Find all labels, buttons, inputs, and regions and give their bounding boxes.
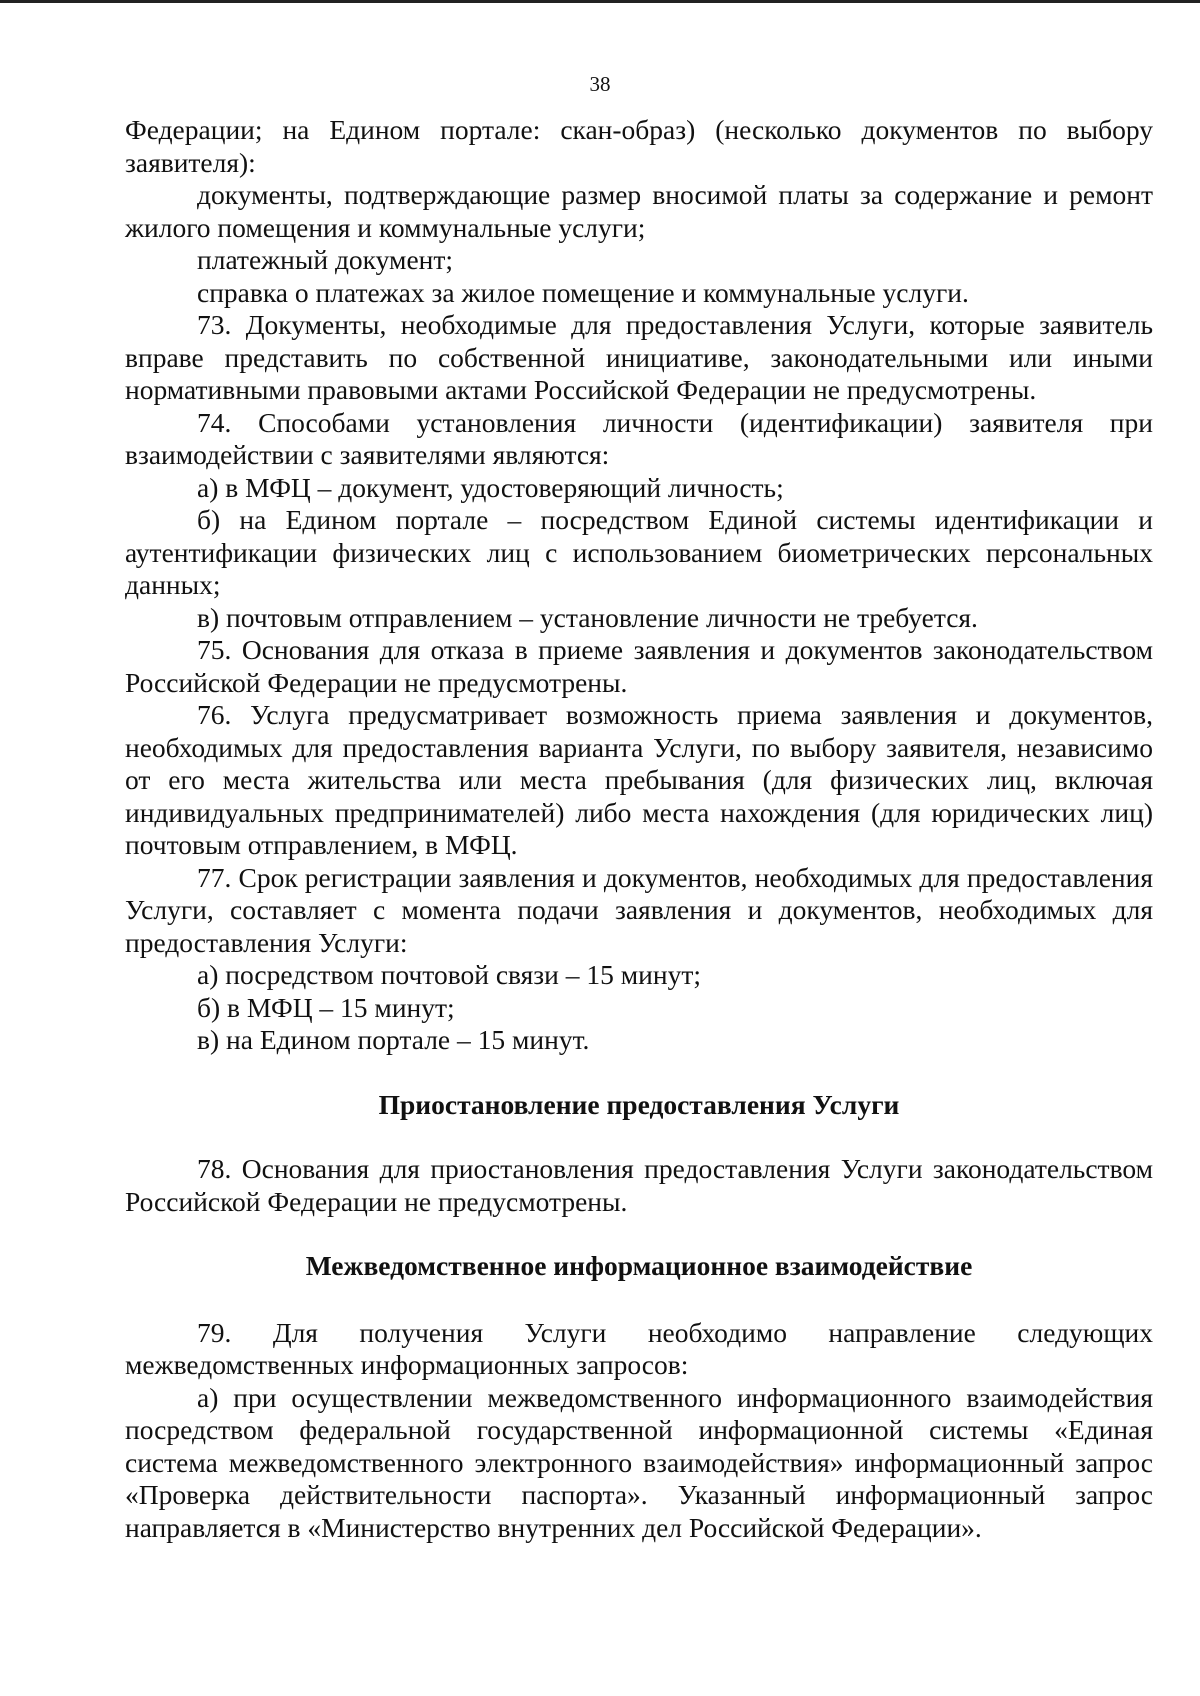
paragraph: а) при осуществлении межведомственного информационного взаимодействия посредством федеральной государственной информационной системы «Единая система межведомственного электронного взаимодействия» информационный запрос «Проверка действительности паспорта». Указанный информационный запрос направляется в «Министерство внутренних дел Российской Федерации». [125,1381,1153,1543]
paragraph: 79. Для получения Услуги необходимо направление следующих межведомственных информационных запросов: [125,1316,1153,1380]
paragraph: 74. Способами установления личности (идентификации) заявителя при взаимодействии с заявителями являются: [125,406,1153,470]
page-number: 38 [589,72,611,96]
paragraph: документы, подтверждающие размер вносимой платы за содержание и ремонт жилого помещения и коммунальные услуги; [125,179,1153,243]
paragraph: 73. Документы, необходимые для предоставления Услуги, которые заявитель вправе представить по собственной инициативе, законодательными или иными нормативными правовыми актами Российской Федерации не предусмотрены. [125,309,1153,405]
paragraph: 75. Основания для отказа в приеме заявления и документов законодательством Российской Федерации не предусмотрены. [125,634,1153,698]
paragraph: 78. Основания для приостановления предоставления Услуги законодательством Российской Федерации не предусмотрены. [125,1153,1153,1217]
paragraph: б) в МФЦ – 15 минут; [197,991,455,1023]
paragraph: в) почтовым отправлением – установление личности не требуется. [197,601,978,633]
paragraph: в) на Едином портале – 15 минут. [197,1024,590,1055]
paragraph: 76. Услуга предусматривает возможность приема заявления и документов, необходимых для предоставления варианта Услуги, по выбору заявителя, независимо от его места жительства или места пребывания (для физических лиц, включая индивидуальных предпринимателей) либо места нахождения (для юридических лиц) почтовым отправлением, в МФЦ. [125,699,1153,860]
paragraph: а) в МФЦ – документ, удостоверяющий личность; [197,471,784,503]
paragraph: б) на Едином портале – посредством Единой системы идентификации и аутентификации физических лиц с использованием биометрических персональных данных; [125,504,1153,600]
section-heading-suspension: Приостановление предоставления Услуги [378,1088,900,1120]
section-heading-interagency: Межведомственное информационное взаимодействие [305,1250,973,1281]
paragraph: платежный документ; [197,244,454,275]
paragraph: справка о платежах за жилое помещение и коммунальные услуги. [197,276,969,308]
paragraph: 77. Срок регистрации заявления и документов, необходимых для предоставления Услуги, составляет с момента подачи заявления и документов, необходимых для предоставления Услуги: [125,861,1153,958]
top-edge-rule [0,0,1200,3]
document-body [125,114,1153,1544]
paragraph: а) посредством почтовой связи – 15 минут; [197,959,702,990]
paragraph: Федерации; на Едином портале: скан-образ) (несколько документов по выбору заявителя): [125,114,1153,178]
